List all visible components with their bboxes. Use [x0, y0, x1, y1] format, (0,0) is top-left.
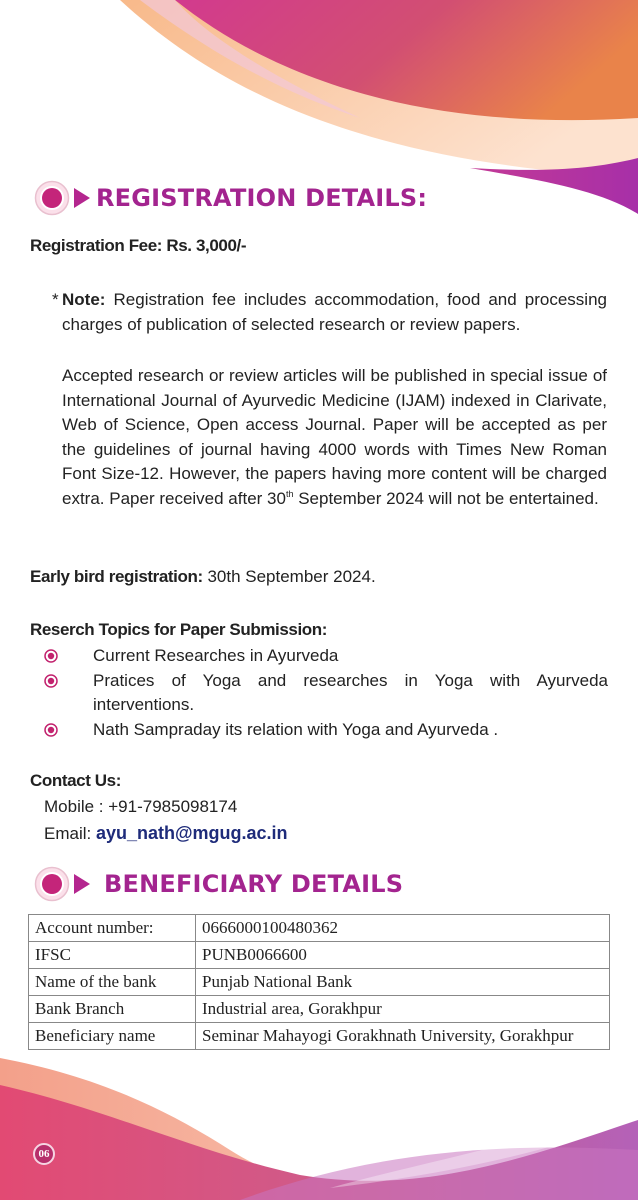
note-paragraph — [52, 288, 607, 337]
email-line — [44, 823, 288, 844]
table-key: Bank Branch — [29, 996, 196, 1023]
publication-text-end: September 2024 will not be entertained. — [293, 488, 599, 508]
table-key: IFSC — [29, 942, 196, 969]
table-row — [29, 996, 610, 1023]
mobile-number: Mobile : +91-7985098174 — [44, 797, 238, 816]
registration-heading — [32, 178, 427, 218]
table-key: Account number: — [29, 915, 196, 942]
table-value: PUNB0066600 — [196, 942, 610, 969]
table-row — [29, 969, 610, 996]
early-bird-label: Early bird registration: — [30, 567, 203, 586]
email-label: Email: — [44, 824, 96, 843]
table-value: Seminar Mahayogi Gorakhnath University, Gorakhpur — [196, 1023, 610, 1050]
topic-text: Current Researches in Ayurveda — [93, 646, 339, 665]
table-key: Name of the bank — [29, 969, 196, 996]
page-number-badge: 06 — [33, 1143, 55, 1165]
list-item — [42, 644, 608, 669]
radio-bullet-icon — [44, 723, 58, 737]
early-bird-value: 30th September 2024. — [202, 567, 376, 586]
table-row — [29, 1023, 610, 1050]
circle-arrow-bullet-icon — [32, 178, 94, 218]
topics-list — [42, 644, 608, 742]
email-link[interactable]: ayu_nath@mgug.ac.in — [95, 823, 288, 843]
list-item — [42, 718, 608, 743]
note-label: Note: — [62, 290, 106, 309]
table-value: Industrial area, Gorakhpur — [196, 996, 610, 1023]
topic-text: Pratices of Yoga and researches in Yoga with Ayurveda interventions. — [93, 670, 608, 714]
table-row — [29, 915, 610, 942]
beneficiary-heading-text: BENEFICIARY DETAILS — [104, 870, 404, 898]
ordinal-suffix: th — [285, 488, 294, 499]
beneficiary-table — [28, 914, 610, 1050]
registration-heading-text: REGISTRATION DETAILS: — [96, 184, 428, 212]
circle-arrow-bullet-icon — [32, 864, 94, 904]
table-key: Beneficiary name — [29, 1023, 196, 1050]
list-item — [42, 669, 608, 718]
contact-heading: Contact Us: — [30, 771, 121, 790]
beneficiary-heading — [32, 864, 403, 904]
registration-fee: Registration Fee: Rs. 3,000/- — [30, 236, 247, 255]
topic-text: Nath Sampraday its relation with Yoga and Ayurveda . — [93, 719, 499, 739]
radio-bullet-icon — [44, 674, 58, 688]
early-bird-line — [30, 567, 376, 587]
table-value: 0666000100480362 — [196, 915, 610, 942]
note-text: Registration fee includes accommodation, food and processing charges of publication of selected research or review papers. — [62, 290, 607, 334]
table-value: Punjab National Bank — [196, 969, 610, 996]
topics-heading: Reserch Topics for Paper Submission: — [30, 620, 328, 639]
table-row — [29, 942, 610, 969]
radio-bullet-icon — [44, 649, 58, 663]
publication-paragraph — [62, 364, 607, 511]
publication-text: Accepted research or review articles will be published in special issue of International Journal of Ayurvedic Medicine (IJAM) indexed in Clarivate, Web of Science, Open access Journal. Paper will be accepted as per the guidelines of journal having 4000 words with Times New Roman Font Size-12. However, the papers having more content will be charged extra. Paper received after 30 — [62, 366, 607, 508]
note-asterisk: * — [52, 290, 59, 309]
